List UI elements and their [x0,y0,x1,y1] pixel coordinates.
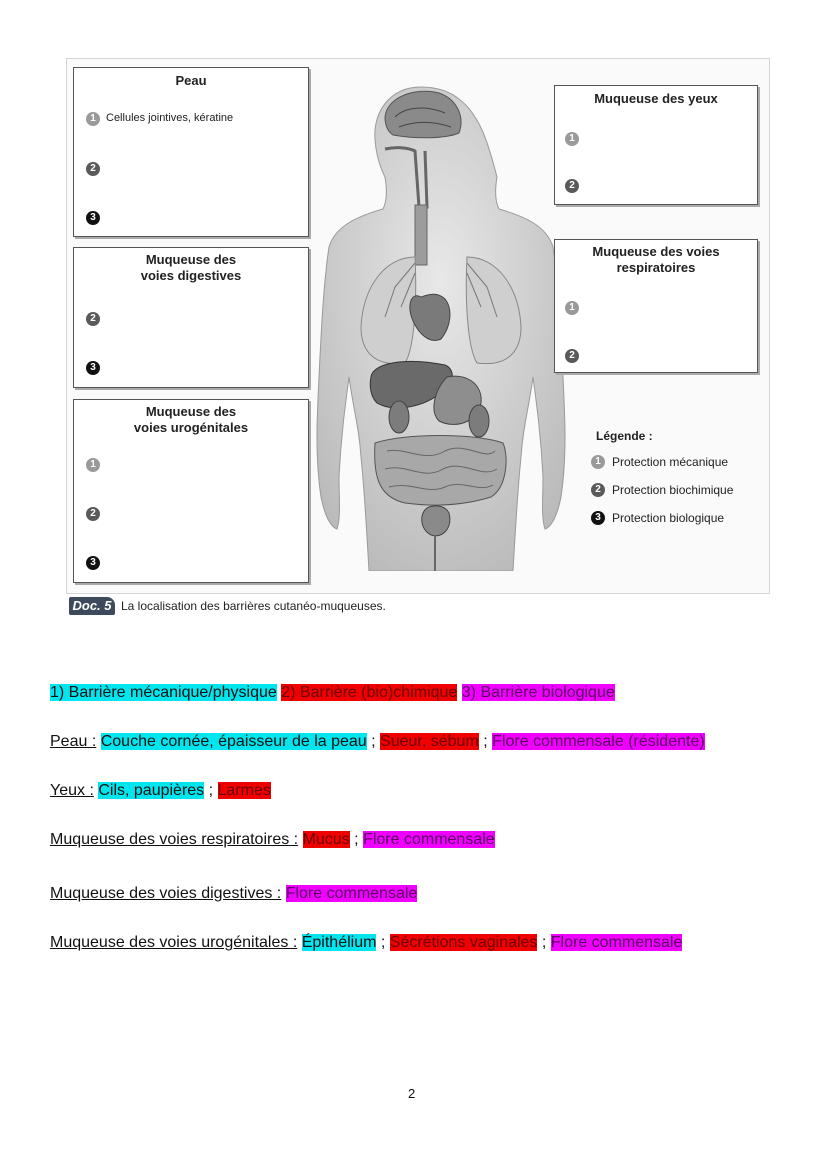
yeux-mecanique: Cils, paupières [98,782,205,799]
peau-biologique: Flore commensale (résidente) [492,733,705,750]
header-barriere-mecanique: 1) Barrière mécanique/physique [50,684,277,701]
peau-num-2-icon: 2 [86,162,100,176]
peau-label: Peau : [50,733,97,750]
legend-item-mecanique: Protection mécanique [612,455,729,469]
respiratoires-num-1-icon: 1 [565,301,579,315]
legend-title: Légende : [596,429,653,443]
box-yeux-title: Muqueuse des yeux [594,91,718,106]
yeux-num-1-icon: 1 [565,132,579,146]
human-body-illustration [315,77,567,571]
legend-num-3-icon: 3 [591,511,605,525]
respiratoires-label: Muqueuse des voies respiratoires : [50,831,299,848]
box-urogenitales-title: Muqueuse des voies urogénitales [133,404,249,435]
yeux-label: Yeux : [50,782,94,799]
answer-digestives-line [50,883,417,905]
box-voies-digestives [73,247,309,388]
answer-urogenitales-line [50,932,682,954]
answer-respiratoires-line [50,829,495,851]
answer-peau-line [50,731,705,753]
urogenitales-num-1-icon: 1 [86,458,100,472]
box-muqueuse-yeux [554,85,758,205]
box-respiratoires-title: Muqueuse des voies respiratoires [592,244,720,275]
box-voies-urogenitales [73,399,309,583]
legend-num-2-icon: 2 [591,483,605,497]
peau-mecanique: Couche cornée, épaisseur de la peau [100,733,367,750]
peau-num-1-icon: 1 [86,112,100,126]
digestives-label: Muqueuse des voies digestives : [50,885,282,902]
header-barriere-biologique: 3) Barrière biologique [461,684,615,701]
urogenitales-num-3-icon: 3 [86,556,100,570]
header-barriere-chimique: 2) Barrière (bio)chimique [281,684,458,701]
urogenitales-mecanique: Épithélium [301,934,377,951]
yeux-chimique: Larmes [217,782,271,799]
answer-yeux-line [50,780,271,802]
urogenitales-num-2-icon: 2 [86,507,100,521]
separator: ; [371,733,376,750]
box-voies-respiratoires [554,239,758,373]
urogenitales-biologique: Flore commensale [550,934,683,951]
answer-header-line [50,682,615,704]
separator: ; [541,934,547,951]
legend-item-biochimique: Protection biochimique [612,483,734,497]
peau-num-3-icon: 3 [86,211,100,225]
yeux-num-2-icon: 2 [565,179,579,193]
peau-item-1-text: Cellules jointives, kératine [106,112,234,124]
page-number: 2 [408,1086,416,1101]
digestives-biologique: Flore commensale [285,885,418,902]
respiratoires-num-2-icon: 2 [565,349,579,363]
separator: ; [208,782,214,799]
legend-num-1-icon: 1 [591,455,605,469]
urogenitales-chimique: Sécrétions vaginales [389,934,538,951]
digestives-num-3-icon: 3 [86,361,100,375]
legend-item-biologique: Protection biologique [612,511,725,525]
peau-chimique: Sueur, sébum [380,733,479,750]
digestives-num-2-icon: 2 [86,312,100,326]
box-peau [73,67,309,237]
box-digestives-title: Muqueuse des voies digestives [140,252,242,283]
separator: ; [380,934,386,951]
doc-tag: Doc. 5 [69,597,115,615]
urogenitales-label: Muqueuse des voies urogénitales : [50,934,298,951]
separator: ; [483,733,488,750]
respiratoires-biologique: Flore commensale [363,831,495,848]
box-peau-title: Peau [175,73,207,88]
separator: ; [354,831,359,848]
respiratoires-chimique: Mucus [302,831,350,848]
figure-caption: La localisation des barrières cutanéo-muqueuses. [121,599,386,613]
figure-doc5 [66,58,770,594]
